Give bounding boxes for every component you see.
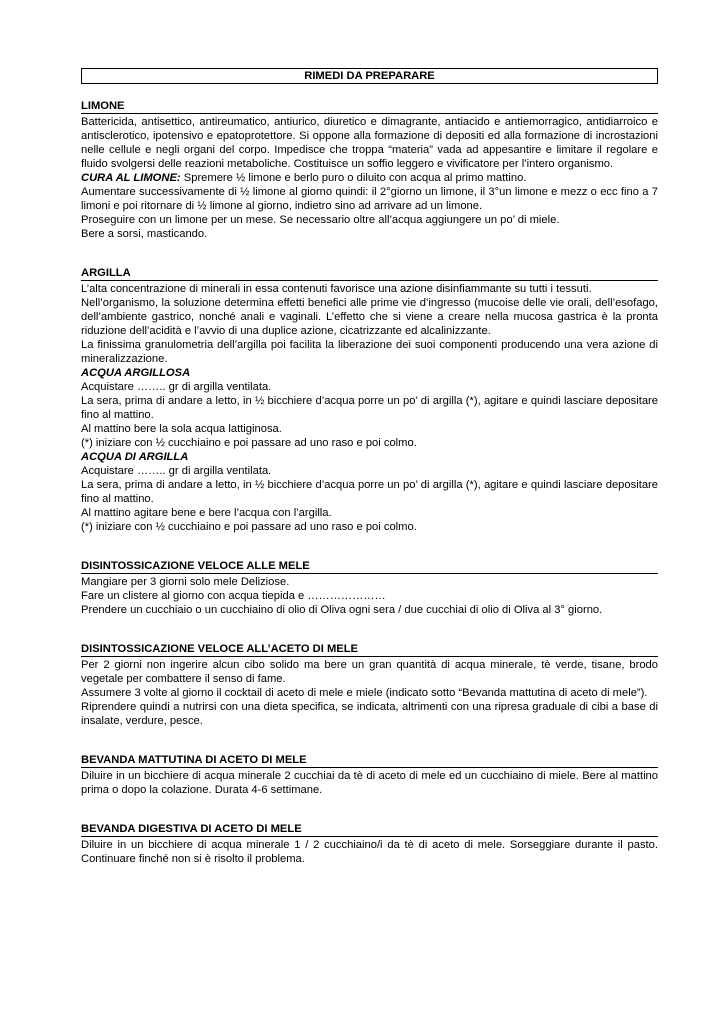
subheading-cura: CURA AL LIMONE: xyxy=(81,172,181,184)
paragraph: Proseguire con un limone per un mese. Se necessario oltre all’acqua aggiungere un po’ di miele. xyxy=(81,214,560,226)
page-title: RIMEDI DA PREPARARE xyxy=(81,68,658,84)
paragraph: Nell’organismo, la soluzione determina effetti benefici alle prime vie d’ingresso (mucoise delle vie orali, dell’esofago, dell’ambiente gastrico, nonché anali e vaginali. L’effetto che si viene a creare nella mucosa gastrica è la pronta riduzione dell’acidità e l’avvio di una duplice azione, cicatrizzante ed alcalinizzante. xyxy=(81,297,658,337)
section-heading: BEVANDA DIGESTIVA DI ACETO DI MELE xyxy=(81,822,658,837)
section-bevanda-digestiva xyxy=(81,822,658,866)
section-heading: BEVANDA MATTUTINA DI ACETO DI MELE xyxy=(81,753,658,768)
paragraph: Riprendere quindi a nutrirsi con una dieta specifica, se indicata, altrimenti con una ripresa graduale di cibi a base di insalate, verdure, pesce. xyxy=(81,701,658,727)
subheading-acqua-di-argilla: ACQUA DI ARGILLA xyxy=(81,451,189,463)
section-disintossicazione-mele xyxy=(81,559,658,617)
paragraph: Battericida, antisettico, antireumatico, antiurico, diuretico e dimagrante, antiacido e antiemorragico, antidiarroico e antisclerotico, ipotensivo e epatoprotettore. Si oppone alla formazione di depositi ed alla formazione di incrostazioni nelle cellule e negli organi del corpo. Impedisce che troppa “materia” vada ad appesantire e limitare il regolare e fluido svolgersi delle reazioni metaboliche. Costituisce un soffio leggero e vivificatore per l’intero organismo. xyxy=(81,116,658,170)
section-heading: ARGILLA xyxy=(81,266,658,281)
paragraph: L’alta concentrazione di minerali in essa contenuti favorisce una azione disinfiammante su tutti i tessuti. xyxy=(81,283,592,295)
paragraph: Mangiare per 3 giorni solo mele Deliziose. xyxy=(81,576,290,588)
paragraph: Bere a sorsi, masticando. xyxy=(81,228,208,240)
section-heading: DISINTOSSICAZIONE VELOCE ALLE MELE xyxy=(81,559,658,574)
paragraph: Diluire in un bicchiere di acqua minerale 1 / 2 cucchiaino/i da tè di aceto di mele. Sorseggiare durante il pasto. Continuare finché non si è risolto il problema. xyxy=(81,839,658,865)
section-heading: LIMONE xyxy=(81,99,658,114)
subheading-acqua-argillosa: ACQUA ARGILLOSA xyxy=(81,367,191,379)
paragraph: Per 2 giorni non ingerire alcun cibo solido ma bere un gran quantità di acqua minerale, tè verde, tisane, brodo vegetale per combattere il senso di fame. xyxy=(81,659,658,685)
paragraph: Al mattino bere la sola acqua lattiginosa. xyxy=(81,423,282,435)
cura-text: Spremere ½ limone e berlo puro o diluito con acqua al primo mattino. xyxy=(180,172,527,184)
section-disintossicazione-aceto xyxy=(81,642,658,728)
section-argilla xyxy=(81,266,658,534)
paragraph: (*) iniziare con ½ cucchiaino e poi passare ad uno raso e poi colmo. xyxy=(81,437,417,449)
paragraph: Al mattino agitare bene e bere l’acqua con l’argilla. xyxy=(81,507,332,519)
paragraph: Aumentare successivamente di ½ limone al giorno quindi: il 2°giorno un limone, il 3°un limone e mezz o ecc fino a 7 limoni e poi ritornare di ½ limone al giorno, indietro sino ad arrivare ad un limone. xyxy=(81,186,658,212)
paragraph: (*) iniziare con ½ cucchiaino e poi passare ad uno raso e poi colmo. xyxy=(81,521,417,533)
paragraph: La finissima granulometria dell’argilla poi facilita la liberazione dei suoi componenti producendo una vera azione di mineralizzazione. xyxy=(81,339,658,365)
paragraph: Diluire in un bicchiere di acqua minerale 2 cucchiai da tè di aceto di mele ed un cucchiaino di miele. Bere al mattino prima o dopo la colazione. Durata 4-6 settimane. xyxy=(81,770,658,796)
paragraph: Acquistare …….. gr di argilla ventilata. xyxy=(81,465,272,477)
paragraph: Assumere 3 volte al giorno il cocktail di aceto di mele e miele (indicato sotto “Bevanda mattutina di aceto di mele”). xyxy=(81,687,648,699)
paragraph: Acquistare …….. gr di argilla ventilata. xyxy=(81,381,272,393)
paragraph: La sera, prima di andare a letto, in ½ bicchiere d’acqua porre un po’ di argilla (*), agitare e quindi lasciare depositare fino al mattino. xyxy=(81,395,658,421)
paragraph: La sera, prima di andare a letto, in ½ bicchiere d’acqua porre un po’ di argilla (*), agitare e quindi lasciare depositare fino al mattino. xyxy=(81,479,658,505)
paragraph: Fare un clistere al giorno con acqua tiepida e ………………… xyxy=(81,590,386,602)
paragraph xyxy=(81,171,658,185)
paragraph: Prendere un cucchiaio o un cucchiaino di olio di Oliva ogni sera / due cucchiai di olio di Oliva al 3° giorno. xyxy=(81,604,603,616)
section-bevanda-mattutina xyxy=(81,753,658,797)
section-limone xyxy=(81,99,658,241)
section-heading: DISINTOSSICAZIONE VELOCE ALL’ACETO DI MELE xyxy=(81,642,658,657)
